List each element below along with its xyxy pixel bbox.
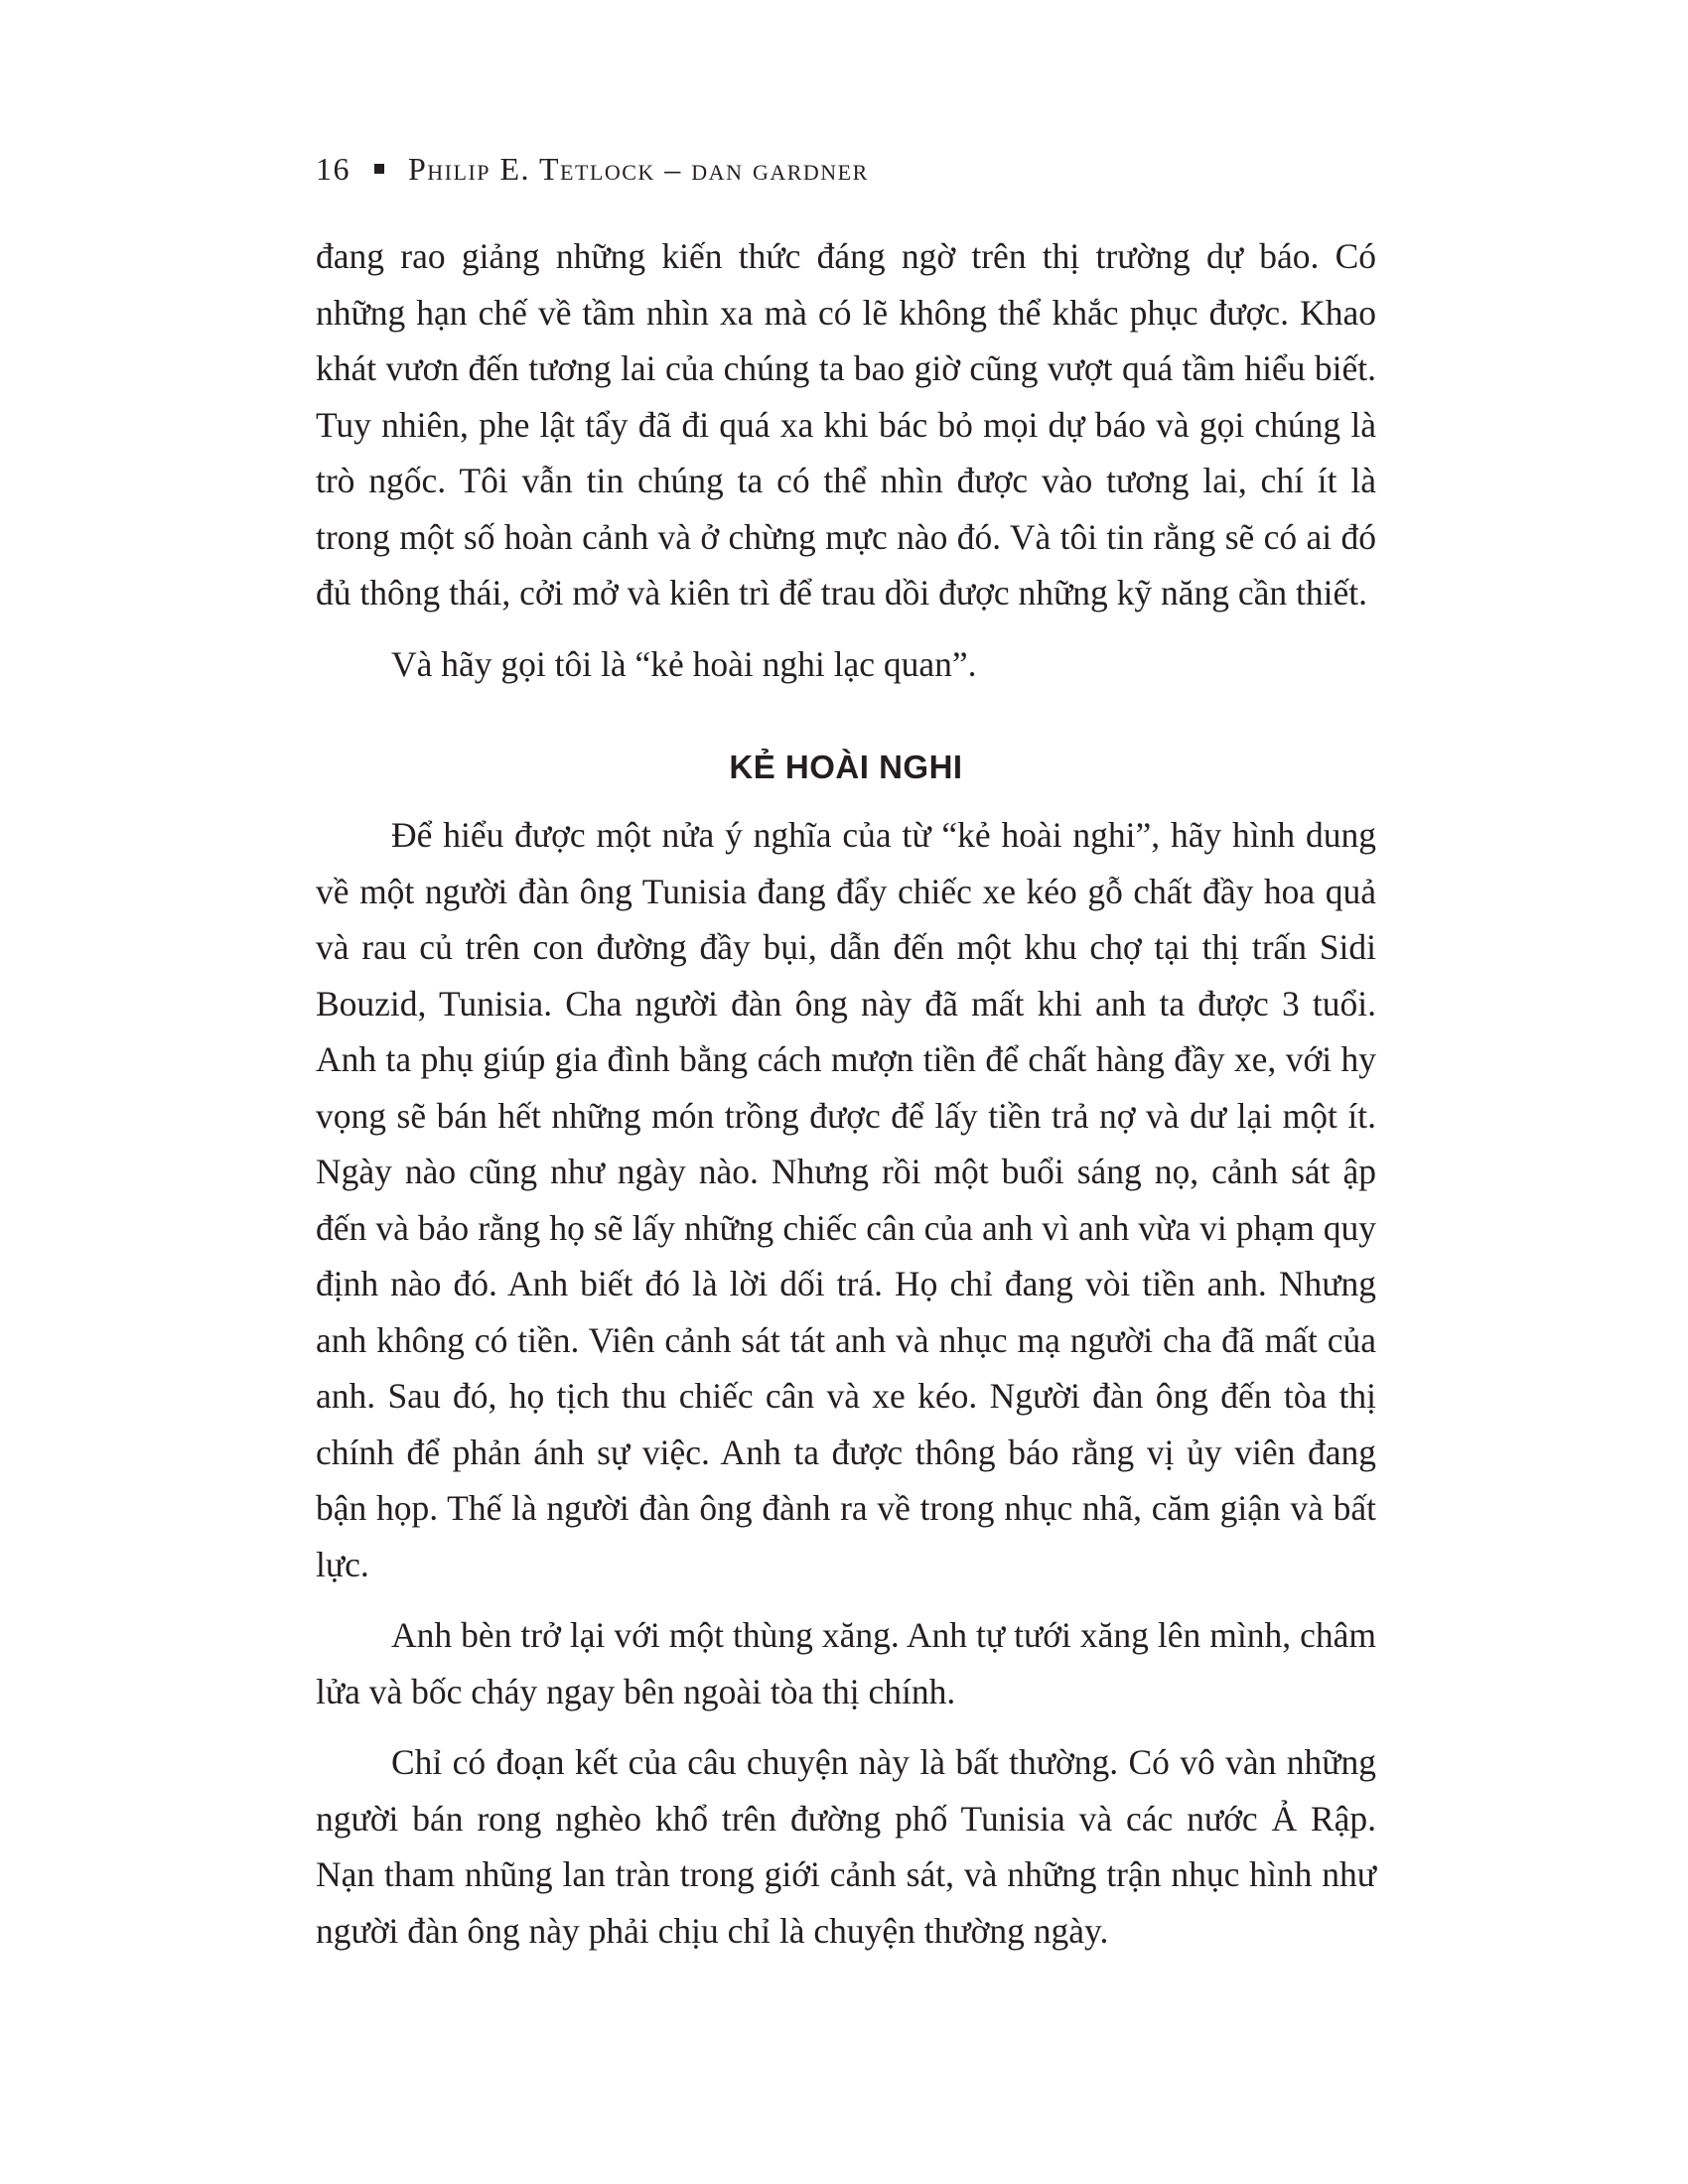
square-bullet-icon — [374, 164, 384, 174]
paragraph: Để hiểu được một nửa ý nghĩa của từ “kẻ hoài nghi”, hãy hình dung về một người đàn ông Tunisia đang đẩy chiếc xe kéo gỗ chất đầy hoa quả và rau củ trên con đường đầy bụi, dẫn đến một khu chợ tại thị trấn Sidi Bouzid, Tunisia. Cha người đàn ông này đã mất khi anh ta được 3 tuổi. Anh ta phụ giúp gia đình bằng cách mượn tiền để chất hàng đầy xe, với hy vọng sẽ bán hết những món trồng được để lấy tiền trả nợ và dư lại một ít. Ngày nào cũng như ngày nào. Nhưng rồi một buổi sáng nọ, cảnh sát ập đến và bảo rằng họ sẽ lấy những chiếc cân của anh vì anh vừa vi phạm quy định nào đó. Anh biết đó là lời dối trá. Họ chỉ đang vòi tiền anh. Nhưng anh không có tiền. Viên cảnh sát tát anh và nhục mạ người cha đã mất của anh. Sau đó, họ tịch thu chiếc cân và xe kéo. Người đàn ông đến tòa thị chính để phản ánh sự việc. Anh ta được thông báo rằng vị ủy viên đang bận họp. Thế là người đàn ông đành ra về trong nhục nhã, căm giận và bất lực. — [316, 815, 1376, 1584]
section-heading: KẺ HOÀI NGHI — [729, 749, 963, 785]
page-number: 16 — [316, 150, 351, 187]
paragraph: Anh bèn trở lại với một thùng xăng. Anh tự tưới xăng lên mình, châm lửa và bốc cháy ngay bên ngoài tòa thị chính. — [316, 1615, 1376, 1711]
book-page — [316, 149, 1376, 1959]
body-text — [316, 228, 1376, 1959]
running-head — [316, 149, 1376, 189]
paragraph: Và hãy gọi tôi là “kẻ hoài nghi lạc quan”. — [391, 643, 977, 684]
paragraph-continued: đang rao giảng những kiến thức đáng ngờ trên thị trường dự báo. Có những hạn chế về tầm nhìn xa mà có lẽ không thể khắc phục được. Khao khát vươn đến tương lai của chúng ta bao giờ cũng vượt quá tầm hiểu biết. Tuy nhiên, phe lật tẩy đã đi quá xa khi bác bỏ mọi dự báo và gọi chúng là trò ngốc. Tôi vẫn tin chúng ta có thể nhìn được vào tương lai, chí ít là trong một số hoàn cảnh và ở chừng mực nào đó. Và tôi tin rằng sẽ có ai đó đủ thông thái, cởi mở và kiên trì để trau dồi được những kỹ năng cần thiết. — [316, 236, 1376, 613]
paragraph: Chỉ có đoạn kết của câu chuyện này là bất thường. Có vô vàn những người bán rong nghèo khổ trên đường phố Tunisia và các nước Ả Rập. Nạn tham nhũng lan tràn trong giới cảnh sát, và những trận nhục hình như người đàn ông này phải chịu chỉ là chuyện thường ngày. — [316, 1742, 1376, 1951]
running-head-authors: Philip E. Tetlock – dan gardner — [408, 150, 869, 187]
